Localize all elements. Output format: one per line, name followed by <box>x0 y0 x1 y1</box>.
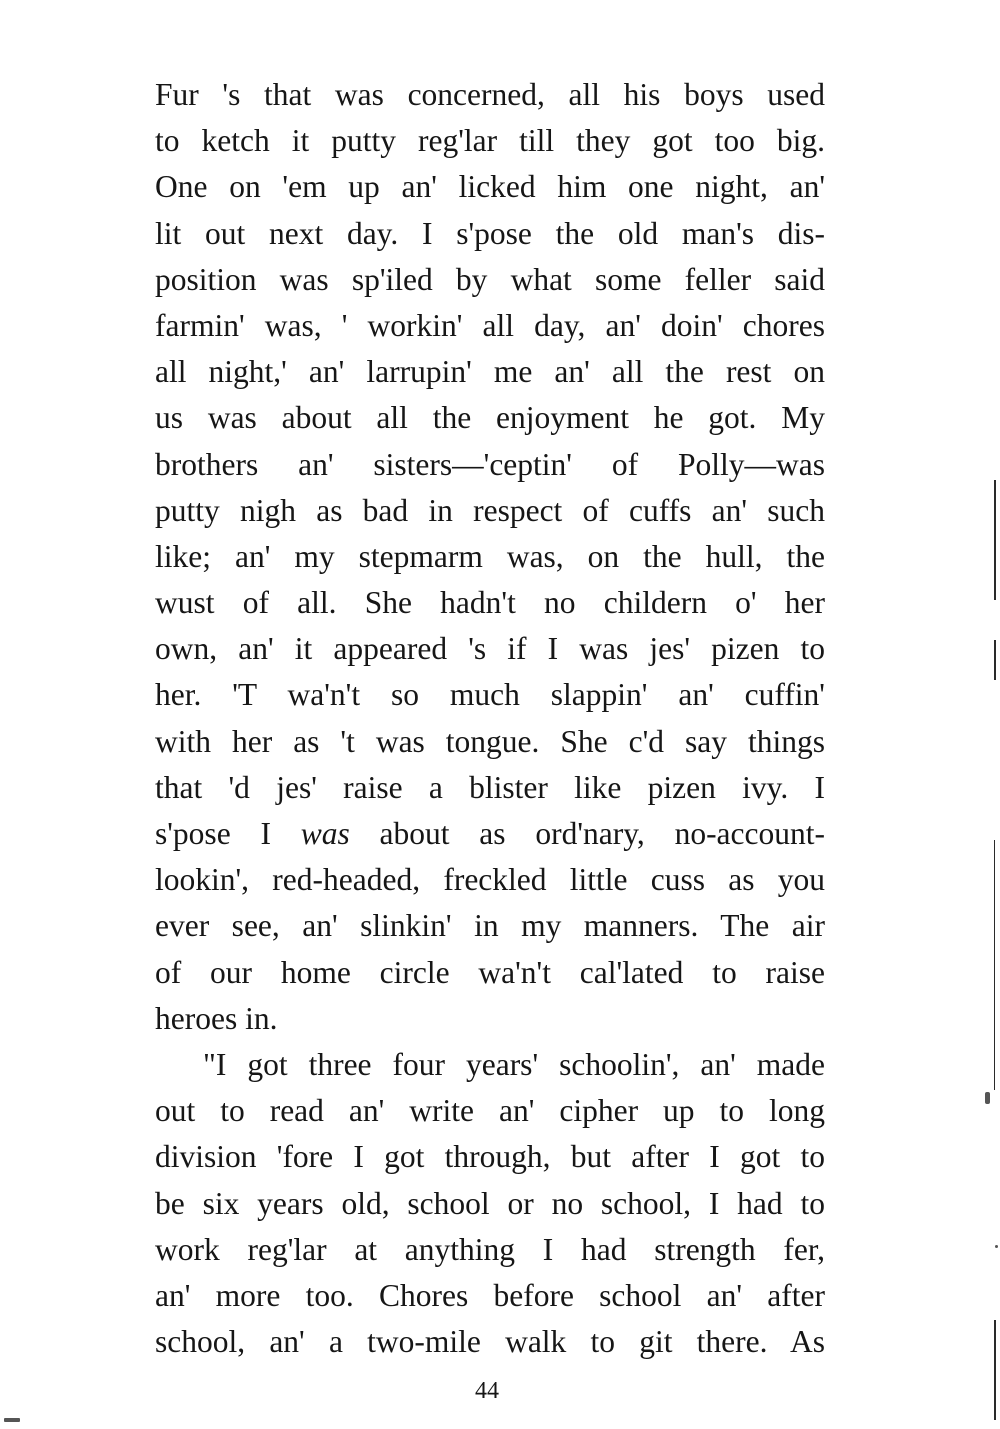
text-line: an' more too. Chores before school an' after <box>155 1277 825 1313</box>
text-line: to ketch it putty reg'lar till they got too big. <box>155 123 825 159</box>
paragraph-start-line: "I got three four years' schoolin', an' made <box>203 1046 825 1082</box>
text-line: Fur 's that was concerned, all his boys used <box>155 77 825 112</box>
text-line: be six years old, school or no school, I had to <box>155 1185 825 1221</box>
text-segment: about as ord'nary, no-account- <box>349 816 825 851</box>
text-line: own, an' it appeared 's if I was jes' pizen to <box>155 631 825 667</box>
body-text <box>155 72 825 1365</box>
text-line: lookin', red-headed, freckled little cuss as you <box>155 862 825 898</box>
text-line: farmin' was, ' workin' all day, an' doin' chores <box>155 307 825 343</box>
text-line: work reg'lar at anything I had strength fer, <box>155 1231 825 1267</box>
text-line: like; an' my stepmarm was, on the hull, the <box>155 538 825 574</box>
text-line: position was sp'iled by what some feller said <box>155 261 825 297</box>
scan-speck <box>4 1418 20 1422</box>
text-line <box>155 811 825 857</box>
text-segment: s'pose I <box>155 816 301 851</box>
paragraph-end-line: heroes in. <box>155 1000 278 1036</box>
scan-edge-mark <box>994 640 996 680</box>
text-line: brothers an' sisters—'ceptin' of Polly—was <box>155 446 825 482</box>
text-line: that 'd jes' raise a blister like pizen ivy. I <box>155 769 825 805</box>
page-number: 44 <box>475 1378 499 1404</box>
text-line: ever see, an' slinkin' in my manners. The air <box>155 908 825 944</box>
text-line: wust of all. She hadn't no childern o' her <box>155 585 825 621</box>
text-line: all night,' an' larrupin' me an' all the rest on <box>155 354 825 390</box>
scan-edge-mark <box>994 840 995 1090</box>
scan-edge-mark <box>994 480 996 600</box>
text-line: school, an' a two-mile walk to git there. As <box>155 1324 825 1360</box>
scan-speck <box>985 1092 990 1104</box>
text-line: lit out next day. I s'pose the old man's dis- <box>155 215 825 251</box>
text-line: us was about all the enjoyment he got. My <box>155 400 825 436</box>
text-line: of our home circle wa'n't cal'lated to raise <box>155 954 825 990</box>
italic-emphasis: was <box>300 816 350 851</box>
text-line: with her as 't was tongue. She c'd say things <box>155 723 825 759</box>
text-line: putty nigh as bad in respect of cuffs an' such <box>155 492 825 528</box>
scan-edge-mark <box>994 1320 996 1420</box>
text-line: her. 'T wa'n't so much slappin' an' cuffin' <box>155 677 825 713</box>
text-line: out to read an' write an' cipher up to long <box>155 1093 825 1129</box>
text-line: division 'fore I got through, but after I got to <box>155 1139 825 1175</box>
text-line: One on 'em up an' licked him one night, an' <box>155 169 825 205</box>
scan-speck <box>995 1245 998 1248</box>
